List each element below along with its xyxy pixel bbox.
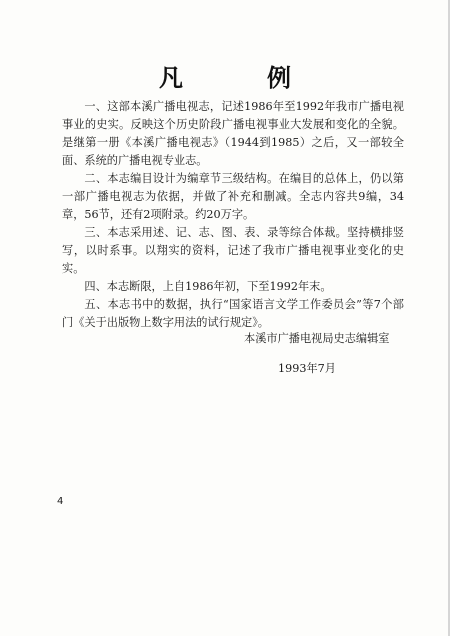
page-title: 凡 例 [159, 64, 321, 92]
paragraph-3: 三、本志采用述、记、志、图、表、录等综合体裁。坚持横排竖写，以时系事。以翔实的资料，记述了我市广播电视事业变化的史实。 [62, 226, 404, 275]
paragraph-5: 五、本志书中的数据，执行“国家语言文学工作委员会”等7个部门《关于出版物上数字用法的试行规定》。 [62, 298, 404, 329]
body-text [62, 98, 404, 332]
page-number: 4 [57, 496, 64, 507]
signature-organization: 本溪市广播电视局史志编辑室 [244, 332, 390, 345]
paragraph-2: 二、本志编目设计为编章节三级结构。在编目的总体上，仍以第一部广播电视志为依据，并做了补充和删减。全志内容共9编，34章，56节，还有2项附录。约20万字。 [62, 172, 404, 221]
signature-date: 1993年7月 [278, 362, 336, 375]
paragraph-1: 一、这部本溪广播电视志，记述1986年至1992年我市广播电视事业的史实。反映这个历史阶段广播电视事业大发展和变化的全貌。是继第一册《本溪广播电视志》（1944到1985）之后，又一部较全面、系统的广播电视专业志。 [62, 100, 404, 167]
paragraph-4: 四、本志断限，上自1986年初，下至1992年末。 [84, 280, 332, 293]
